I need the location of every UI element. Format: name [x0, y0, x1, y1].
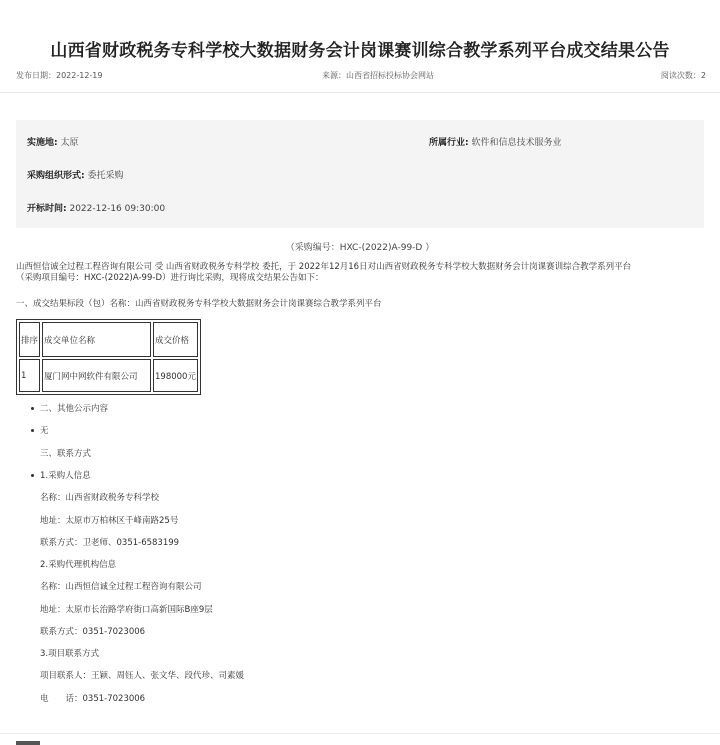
- result-table: [16, 319, 201, 395]
- contact-heading: 三、联系方式: [40, 449, 92, 459]
- info-panel: [16, 120, 704, 228]
- table-row: [19, 359, 198, 392]
- industry-value: 软件和信息技术服务业: [471, 138, 562, 148]
- industry-label: 所属行业:: [429, 138, 469, 148]
- phone-label: 电 话：: [40, 694, 83, 704]
- project-contacts: 项目联系人：王颖、周钰人、张文华、段代珍、司素媛: [40, 671, 245, 681]
- header-divider: [0, 92, 720, 93]
- header-rank: 排序: [19, 322, 40, 357]
- header-company: 成交单位名称: [42, 322, 151, 357]
- publish-date: 发布日期：2022-12-19: [16, 71, 103, 80]
- procurement-form-row: [27, 168, 124, 181]
- intro-paragraph: [16, 262, 712, 284]
- agency-contact: 联系方式：0351-7023006: [40, 627, 146, 637]
- procurement-form-value: 委托采购: [87, 171, 124, 181]
- intro-line-1: 山西恒信诚全过程工程咨询有限公司 受 山西省财政税务专科学校 委托，于 2022年12月16日对山西省财政税务专科学校大数据财务会计岗课赛训综合教学系列平台: [16, 262, 632, 272]
- bullet-dot: [31, 474, 34, 477]
- industry-row: [429, 135, 562, 148]
- purchaser-heading: 1.采购人信息: [40, 471, 91, 481]
- footer-heading-fragment: [16, 741, 40, 745]
- source-label: 来源：山西省招标投标协会网站: [322, 71, 434, 80]
- location-value: 太原: [60, 138, 79, 148]
- header-price: 成交价格: [153, 322, 198, 357]
- phone-value: 0351-7023006: [82, 694, 146, 704]
- agency-address: 地址：太原市长治路学府街口高新国际B座9层: [40, 605, 213, 615]
- bullet-dot: [31, 407, 34, 410]
- project-contact-heading: 3.项目联系方式: [40, 649, 100, 659]
- bullet-dot: [31, 429, 34, 432]
- purchaser-contact: 联系方式：卫老师、0351-6583199: [40, 538, 180, 548]
- bid-time-row: [27, 201, 165, 214]
- intro-line-2: （采购项目编号：HXC-(2022)A-99-D）进行询比采购，现将成交结果公告如下：: [16, 273, 324, 283]
- location-row: [27, 135, 79, 148]
- page-title: 山西省财政税务专科学校大数据财务会计岗课赛训综合教学系列平台成交结果公告: [50, 41, 670, 61]
- footer-divider: [0, 733, 720, 734]
- bid-time-label: 开标时间:: [27, 204, 67, 214]
- bid-time-value: 2022-12-16 09:30:00: [69, 204, 166, 214]
- other-notice-heading: 二、其他公示内容: [40, 404, 109, 414]
- table-header-row: [19, 322, 198, 357]
- view-count: 阅读次数：2: [660, 71, 706, 80]
- cell-company: 厦门网中网软件有限公司: [42, 359, 151, 392]
- cell-rank: 1: [19, 359, 40, 392]
- cell-price: 198000元: [153, 359, 198, 392]
- phone-row: [40, 692, 145, 704]
- location-label: 实施地:: [27, 138, 58, 148]
- section-1-title: 一、成交结果标段（包）名称：山西省财政税务专科学校大数据财务会计岗课赛综合教学系列平台: [16, 299, 382, 309]
- agency-heading: 2.采购代理机构信息: [40, 560, 117, 570]
- procurement-form-label: 采购组织形式:: [27, 171, 85, 181]
- purchaser-name: 名称：山西省财政税务专科学校: [40, 493, 160, 503]
- project-code: （采购编号：HXC-(2022)A-99-D ）: [285, 243, 435, 253]
- other-notice-content: 无: [40, 426, 49, 436]
- purchaser-address: 地址：太原市万柏林区千峰南路25号: [40, 516, 179, 526]
- agency-name: 名称：山西恒信诚全过程工程咨询有限公司: [40, 582, 202, 592]
